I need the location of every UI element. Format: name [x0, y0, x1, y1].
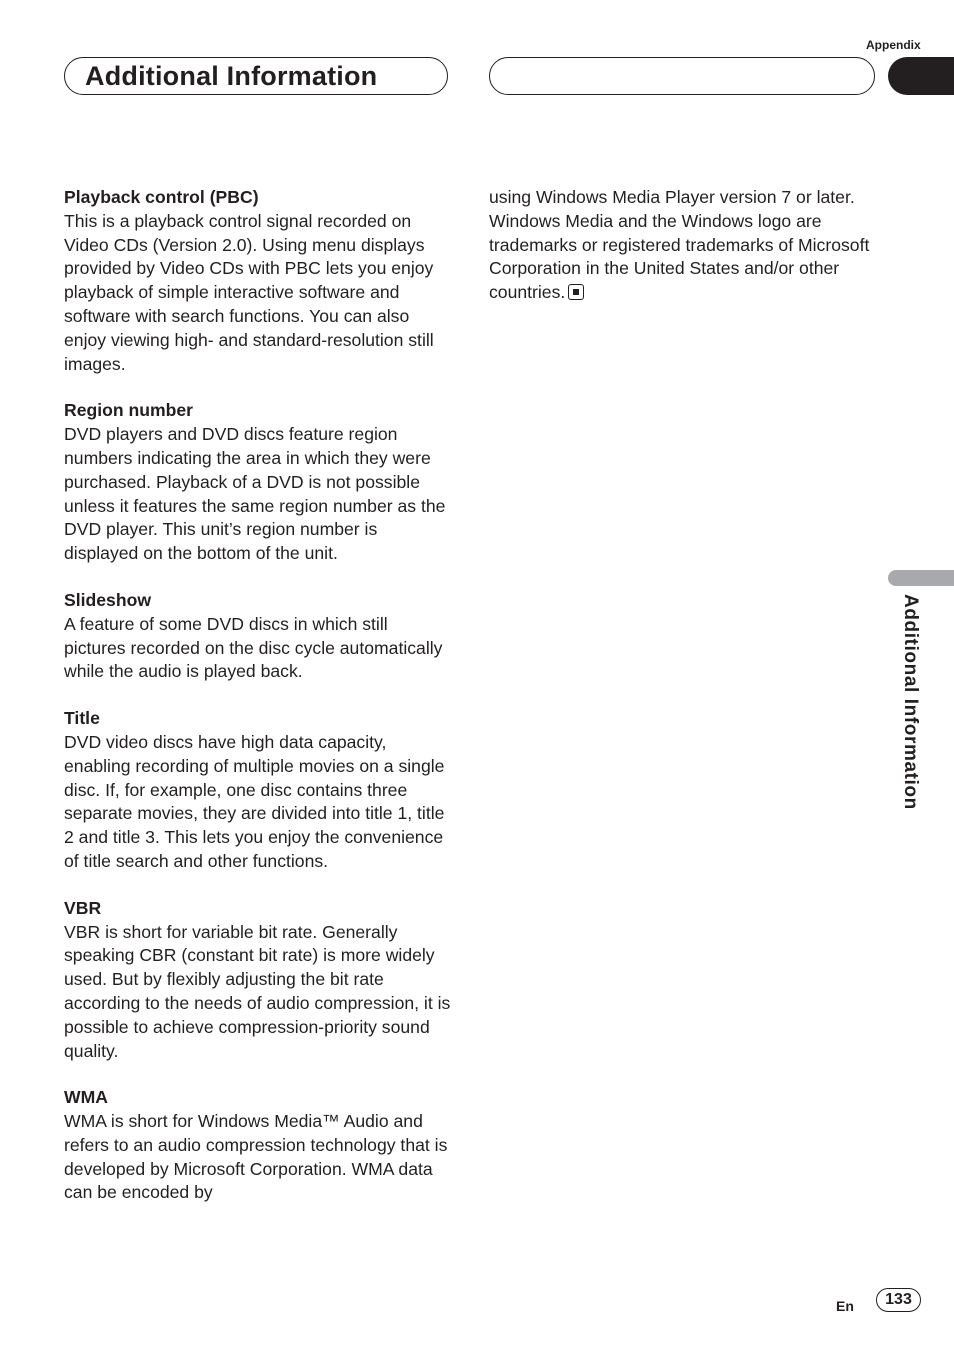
glossary-entry-wma	[64, 1086, 454, 1205]
entry-body: DVD players and DVD discs feature region numbers indicating the area in which they were purchased. Playback of a DVD is not possible unless it features the same region number as the DVD player. This unit’s region number is displayed on the bottom of the unit.	[64, 424, 446, 564]
side-section-label: Additional Information	[900, 594, 921, 810]
end-of-section-icon	[568, 284, 584, 300]
page-number: 133	[876, 1288, 921, 1312]
entry-heading: VBR	[64, 897, 102, 918]
section-title-box	[64, 57, 448, 95]
left-column	[64, 186, 454, 1228]
language-label: En	[836, 1298, 854, 1314]
entry-body: VBR is short for variable bit rate. Generally speaking CBR (constant bit rate) is more widely used. But by flexibly adjusting the bit rate according to the needs of audio compression, it is possible to achieve compression-priority sound quality.	[64, 921, 451, 1061]
glossary-entry-vbr	[64, 897, 454, 1064]
glossary-entry-region-number	[64, 399, 454, 566]
right-column	[489, 186, 879, 305]
entry-heading: WMA	[64, 1087, 108, 1108]
entry-heading: Slideshow	[64, 589, 152, 610]
entry-heading: Playback control (PBC)	[64, 187, 259, 207]
trademark-notice	[489, 210, 879, 305]
glossary-entry-slideshow	[64, 589, 454, 684]
wma-continuation-text: using Windows Media Player version 7 or later.	[489, 187, 855, 207]
entry-body: A feature of some DVD discs in which still pictures recorded on the disc cycle automatically while the audio is played back.	[64, 613, 443, 682]
glossary-entry-title	[64, 707, 454, 874]
entry-body: WMA is short for Windows Media™ Audio and refers to an audio compression technology that is developed by Microsoft Corporation. WMA data can be encoded by	[64, 1111, 448, 1203]
appendix-label: Appendix	[866, 38, 921, 52]
trademark-text: Windows Media and the Windows logo are trademarks or registered trademarks of Microsoft Corporation in the United States and/or other countries.	[489, 210, 870, 303]
entry-body: DVD video discs have high data capacity, enabling recording of multiple movies on a single disc. If, for example, one disc contains three separate movies, they are divided into title 1, title 2 and title 3. This lets you enjoy the convenience of title search and other functions.	[64, 731, 445, 871]
section-title: Additional Information	[85, 61, 378, 91]
entry-heading: Title	[64, 708, 100, 729]
section-tab-marker	[888, 57, 954, 95]
chapter-index-tab	[888, 570, 954, 586]
entry-body: This is a playback control signal recorded on Video CDs (Version 2.0). Using menu displays provided by Video CDs with PBC lets you enjoy playback of simple interactive software and software with search functions. You can also enjoy viewing high- and standard-resolution still images.	[64, 210, 434, 374]
glossary-entry-pbc	[64, 186, 454, 376]
subtitle-box	[489, 57, 875, 95]
entry-heading: Region number	[64, 400, 194, 421]
